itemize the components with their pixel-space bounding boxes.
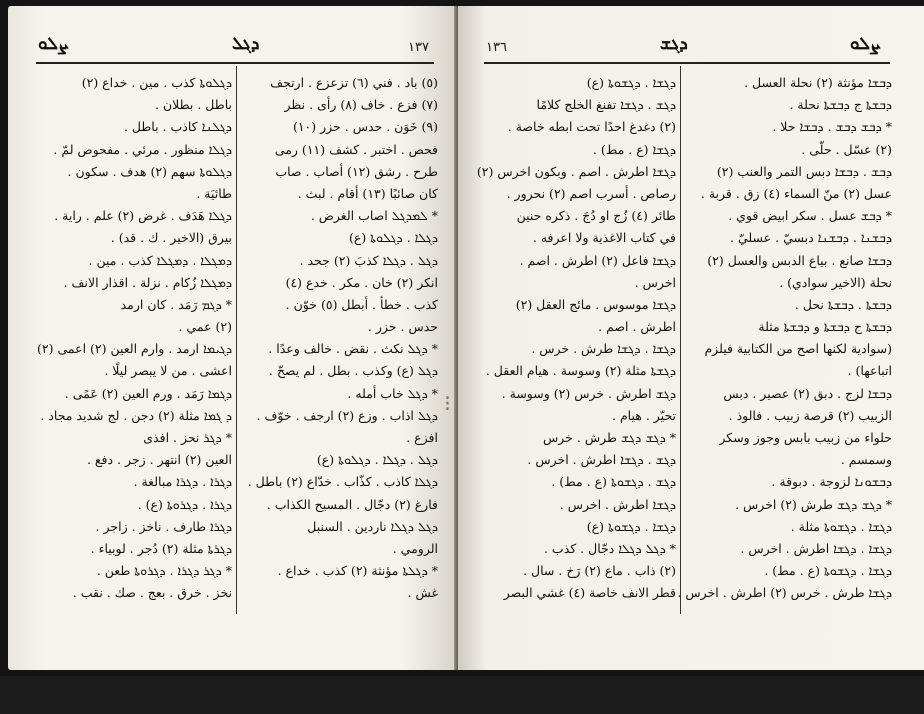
dictionary-line: طائر (٤) زُج او دُجَ . ذكره حنين	[516, 208, 676, 224]
dictionary-line: ܕܒܫܬܐ ج ܕܒܫܬܐ نحلة .	[789, 97, 892, 113]
dictionary-line: * ܕܓܪ ܕܓܪܐ . ܕܓܪܘܬܐ طعن .	[96, 563, 232, 579]
dictionary-line: ܕܓܫܬܐ مثلة (٢) وسوسة . هيام العقل .	[485, 363, 676, 379]
dictionary-line: فحص . اختبر . كشف (١١) رمى	[274, 141, 438, 157]
dictionary-line: قطر الانف خاصة (٤) غشي البصر	[503, 585, 676, 601]
dictionary-line: ܕܒܫܬܐ . ܕܒܫܬܐ نحل .	[794, 296, 892, 312]
dictionary-line: * ܕܒܫ عسل . سكر ابيض قوي .	[728, 208, 892, 224]
dictionary-line: * ܕܓܠ ܕܓܠܐ دجّال . كذب .	[543, 540, 676, 556]
dictionary-line: حلواء من زبيب بابس وجوز وسكر	[719, 430, 892, 445]
dictionary-line: * ܕܓܠܬܐ مؤنثة (٢) كذب . خداع .	[277, 563, 438, 579]
left-header-center: ܕܓܠ	[232, 34, 260, 54]
dictionary-line: ܕܡܓܠܐ . ܕܡܓܠܐ كذب . مين .	[88, 252, 232, 268]
dictionary-line: كان صائبًا (١٣) أقام . لبث .	[297, 185, 438, 201]
dictionary-line: كذب . خطأ . أبطل (٥) خوّن .	[285, 296, 438, 312]
right-page-left-column	[476, 72, 676, 605]
dictionary-line: ܕܓܫ اطرش . خرس (٢) وسوسة .	[501, 385, 676, 401]
dictionary-line: ܕܒܫܐ لزج . دبق (٢) عصير . دبس	[723, 385, 892, 401]
dictionary-line: ܕܒܫܘܢܐ لزوجة . دبوقة .	[771, 474, 892, 490]
dictionary-line: فارغ (٢) دجّال . المسيح الكذاب .	[266, 496, 438, 512]
dictionary-line: ܕܡܓܠܐ زُكام . نزلة . اقذار الانف .	[63, 274, 232, 290]
dictionary-line: ܕܓܡܐ رَمَد . ورم العين (٢) عَمًى .	[64, 385, 232, 401]
left-header-outer: ܨܠܘ	[38, 34, 69, 54]
left-column-divider	[236, 66, 237, 614]
right-header-outer: ܨܠܘ	[850, 34, 881, 54]
dictionary-line: (٢) ذاب . ماع (٢) رَخ . سال .	[523, 563, 676, 579]
dictionary-line: ܕܓܠ . ܕܓܠܐ كذبَ (٢) جحد .	[299, 252, 438, 268]
dictionary-line: ܕܓܝܡܐ ارمد . وارم العين (٢) اعمى (٢)	[37, 341, 232, 357]
dictionary-line: اخرس .	[634, 274, 676, 290]
dictionary-line: ܕܓܠܐ منظور . مرئي . مفحوص لمّ .	[53, 141, 232, 157]
dictionary-line: في كتاب الاغذية ولا اعرفه .	[532, 230, 676, 246]
dictionary-line: ܕܓܪܐ . ܕܓܪܐ مبالغة .	[133, 474, 232, 490]
right-column-divider	[680, 66, 681, 614]
dictionary-line: * ܕܓܫ ܕܓܫ طرش . خرس	[543, 430, 676, 445]
left-page-number: ١٣٧	[408, 40, 429, 55]
dictionary-line: ܕܓܠ (ع) وكذب . بطل . لم يصحّ .	[268, 363, 438, 379]
dictionary-line: ܕܓܠ اذاب . وزع (٢) ارجف . خوّف .	[256, 407, 438, 423]
dictionary-line: * ܕܓܠ نكث . نقض . خالف وعدًا .	[268, 341, 438, 357]
dictionary-line: ܕܓܠ ܕܓܠܐ ناردين . السنبل	[307, 518, 438, 534]
dictionary-line: العين (٢) انتهر . زجر . دفع .	[86, 452, 232, 468]
right-header-center: ܕܓܫ	[660, 34, 688, 54]
dictionary-line: عسل (٢) منّ السماء (٤) زق . قربة .	[700, 185, 892, 201]
dictionary-line: ܕܓܠ . ܕܓܠܐ . ܕܓܠܘܬܐ (ع)	[316, 452, 438, 468]
dictionary-line: طائيَة .	[196, 185, 232, 201]
dictionary-line: ܕܓܫܐ فاعل (٢) اطرش . اصم .	[519, 252, 676, 268]
dictionary-line: ܕܒܫܬܐ ج ܕܒܫܬܐ و ܕܒܫܬܐ مثلة	[758, 319, 892, 335]
dictionary-line: * ܕܒܫ ܕܒܫ . ܕܒܫܐ حلا .	[772, 119, 892, 135]
dictionary-line: حدس . حزر .	[367, 319, 438, 335]
dictionary-line: اطرش . اصم .	[598, 319, 676, 335]
dictionary-line: (٢) عمي .	[178, 319, 232, 335]
dictionary-line: * ܕܓܫ ܕܓܫ طرش (٢) اخرس .	[735, 496, 892, 512]
page-smudge-mark: ⁝	[444, 392, 451, 417]
scanner-bottom-band	[0, 676, 924, 714]
dictionary-line: الزبيب (٢) قرصة زبيب . فالوذ .	[728, 407, 892, 423]
dictionary-line: ܕܓܫܐ اطرش . اخرس .	[559, 496, 676, 512]
dictionary-line: ܕܓܫܐ (ع . مط) .	[592, 141, 676, 157]
dictionary-line: ܕܒܫܐ صانع . بياع الدبس والعسل (٢)	[707, 252, 892, 268]
dictionary-line: * ܕܓܪ نحز . افذى	[143, 430, 232, 445]
dictionary-line: ܕܒܫܐ مؤنثة (٢) نحلة العسل .	[744, 75, 892, 90]
dictionary-line: ܕܓܪܬܐ مثلة (٢) دُجر . لوبياء .	[90, 540, 232, 556]
dictionary-line: * ܕܓܡ رَمَد . كان ارمد	[120, 296, 232, 312]
dictionary-line: ܕܓܫ . ܕܓܫܘܬܐ (ع . مط) .	[551, 474, 676, 490]
dictionary-line: * ܠܡܕܓܠ اصاب الغرض .	[310, 208, 438, 224]
dictionary-line: (٧) فزع . خاف (٨) رأى . نظر	[284, 97, 438, 113]
dictionary-line: طرح . رشق (١٢) أصاب . صاب	[275, 163, 438, 179]
dictionary-line: تحيّر . هيام .	[612, 407, 676, 423]
dictionary-line: افزع .	[406, 430, 438, 445]
dictionary-line: الرومي .	[392, 540, 438, 556]
dictionary-line: غش .	[407, 585, 438, 601]
dictionary-line: بيرق (الاخير . ك . قد) .	[110, 230, 232, 246]
dictionary-line: (٥) باد . فني (٦) تزعزع . ارتجف	[270, 75, 438, 90]
dictionary-line: ܕܓܫ . ܕܓܫܐ اطرش . اخرس .	[527, 452, 676, 468]
dictionary-line: ܕܓܠܘܬܐ كذب . مين . خداع (٢)	[81, 75, 232, 90]
dictionary-line: (٢) عسّل . حلّى .	[801, 141, 892, 157]
dictionary-line: (٩) خَوَن . حدس . حزر (١٠)	[292, 119, 438, 135]
right-page-right-column	[677, 72, 892, 605]
dictionary-line: ܕܓܪܐ . ܕܓܪܘܬܐ (ع) .	[137, 496, 232, 512]
dictionary-line: ܕܓܫܐ . ܕܓܫܐ طرش . خرس .	[531, 341, 676, 357]
dictionary-line: انكر (٢) خان . مكر . خدع (٤)	[285, 274, 438, 290]
dictionary-line: ܕܓܪܐ طارف . ناخز . زاجر .	[95, 518, 232, 534]
dictionary-line: نخز . خرق . بعج . صك . نقب .	[72, 585, 232, 601]
dictionary-line: ܕܓܠܢܐ كاذب . باطل .	[123, 119, 232, 135]
dictionary-line: وسمسم .	[840, 452, 892, 468]
dictionary-line: ܕܒܫ . ܕܒܫܐ دبس التمر والعنب (٢)	[716, 163, 892, 179]
dictionary-line: اتباعها) .	[847, 363, 892, 379]
dictionary-line: رصاص . أسرب اصم (٢) نحرور .	[506, 185, 676, 201]
dictionary-line: ܕܓܫܐ . ܕܓܫܘܬܐ (ع)	[586, 518, 676, 534]
dictionary-line: ܕܓܠܐ هَدَف . غرض (٢) علم . راية .	[54, 208, 232, 224]
dictionary-line: ܕܓܫܐ طرش . خرس (٢) اطرش . اخرس .	[677, 585, 892, 601]
dictionary-line: باطل . بطلان .	[155, 97, 232, 113]
dictionary-line: ܕܓܠܐ . ܕܓܠܘܬܐ (ع)	[349, 230, 438, 246]
dictionary-line: ܕܒܫܢܐ . ܕܒܫܢܐ دبسيّ . عسليّ .	[730, 230, 892, 246]
left-page-right-column	[242, 72, 438, 605]
dictionary-line: ܕܓܫܐ اطرش . اصم . وبكون اخرس (٢)	[476, 163, 676, 179]
dictionary-line: (سوادية لكنها اصح من الكتابية فيلزم	[704, 341, 892, 357]
dictionary-line: ܕܓܠܘܬܐ سهم (٢) هدف . سكون .	[67, 163, 232, 179]
dictionary-line: نحلة (الاخير سوادي) .	[779, 274, 892, 290]
dictionary-line: ܕ ܓܡܐ مثلة (٢) دجن . لج شديد مجاد .	[40, 407, 232, 423]
dictionary-line: ܕܓܫܐ . ܕܓܫܘܬܐ (ع . مط) .	[764, 563, 892, 579]
dictionary-line: ܕܓܫܐ موسوس . مائج العقل (٢)	[515, 296, 676, 312]
right-header-rule	[484, 62, 890, 64]
dictionary-line: ܕܓܫܐ . ܕܓܫܐ اطرش . اخرس .	[740, 540, 892, 556]
dictionary-line: (٢) دغدغ احدًا تحت ابطه خاصة .	[507, 119, 676, 135]
right-page-number: ١٣٦	[486, 40, 507, 55]
dictionary-line: ܕܓܫ . ܕܓܫܐ تفنغ الخلج كلامًا	[536, 97, 676, 113]
dictionary-line: ܕܓܫܐ . ܕܓܫܘܬܐ مثلة .	[790, 518, 892, 534]
dictionary-line: * ܕܓܠ خاب أمله .	[347, 385, 438, 401]
dictionary-line: ܕܓܫܐ . ܕܓܫܘܬܐ (ع)	[586, 75, 676, 90]
dictionary-line: ܕܓܠܐ كاذب . كذّاب . خدّاع (٢) باطل .	[247, 474, 438, 490]
left-header-rule	[36, 62, 434, 64]
left-page-left-column	[37, 72, 232, 605]
dictionary-line: اعشى . من لا يبصر ليلًا .	[104, 363, 232, 379]
